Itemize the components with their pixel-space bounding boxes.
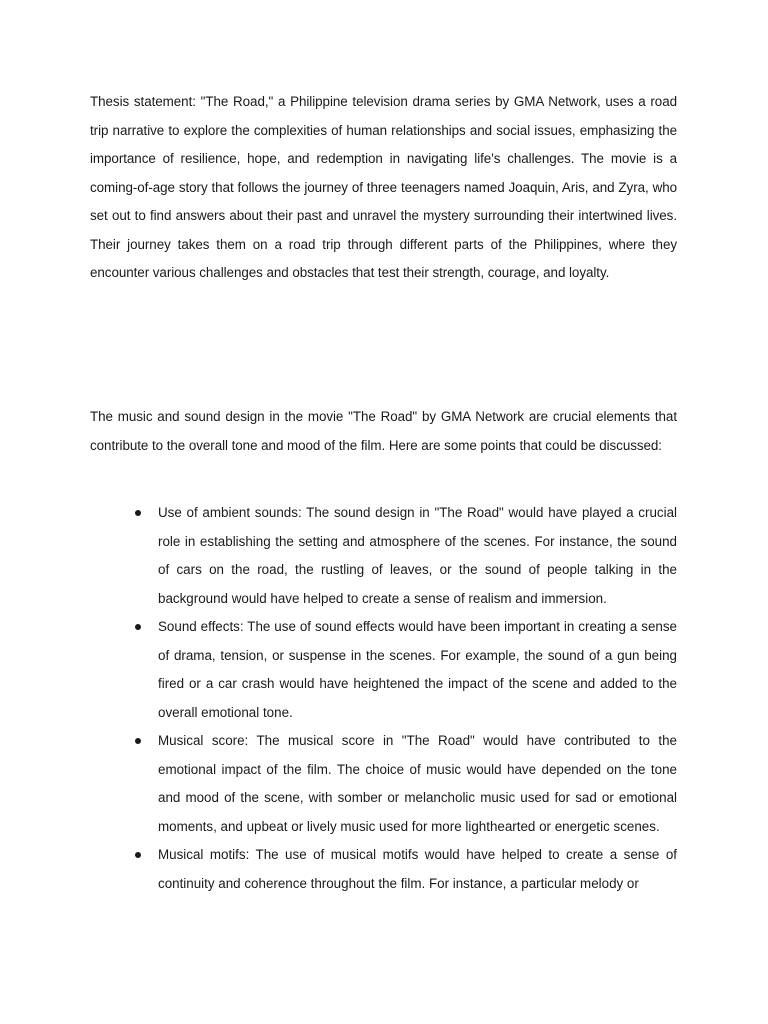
list-item	[90, 727, 677, 841]
bullet-icon	[135, 738, 141, 744]
bullet-icon	[135, 852, 141, 858]
thesis-paragraph: Thesis statement: "The Road," a Philippine television drama series by GMA Network, uses a road trip narrative to explore the complexities of human relationships and social issues, emphasizing the importance of resilience, hope, and redemption in navigating life's challenges. The movie is a coming-of-age story that follows the journey of three teenagers named Joaquin, Aris, and Zyra, who set out to find answers about their past and unravel the mystery surrounding their intertwined lives. Their journey takes them on a road trip through different parts of the Philippines, where they encounter various challenges and obstacles that test their strength, courage, and loyalty.	[90, 94, 677, 280]
list-item-text: Use of ambient sounds: The sound design in "The Road" would have played a crucial role in establishing the setting and atmosphere of the scenes. For instance, the sound of cars on the road, the rustling of leaves, or the sound of people talking in the background would have helped to create a sense of realism and immersion.	[158, 505, 677, 606]
bullet-icon	[135, 624, 141, 630]
list-item	[90, 613, 677, 727]
list-item	[90, 499, 677, 613]
list-item-text: Musical score: The musical score in "The Road" would have contributed to the emotional impact of the film. The choice of music would have depended on the tone and mood of the scene, with somber or melancholic music used for sad or emotional moments, and upbeat or lively music used for more lighthearted or energetic scenes.	[158, 733, 677, 834]
bullet-icon	[135, 510, 141, 516]
list-item-text: Musical motifs: The use of musical motifs would have helped to create a sense of continuity and coherence throughout the film. For instance, a particular melody or	[158, 847, 677, 891]
list-item	[90, 841, 677, 898]
intro-paragraph: The music and sound design in the movie "The Road" by GMA Network are crucial elements that contribute to the overall tone and mood of the film. Here are some points that could be discussed:	[90, 409, 677, 453]
list-item-text: Sound effects: The use of sound effects would have been important in creating a sense of drama, tension, or suspense in the scenes. For example, the sound of a gun being fired or a car crash would have heightened the impact of the scene and added to the overall emotional tone.	[158, 619, 677, 720]
bullet-list	[90, 499, 677, 898]
